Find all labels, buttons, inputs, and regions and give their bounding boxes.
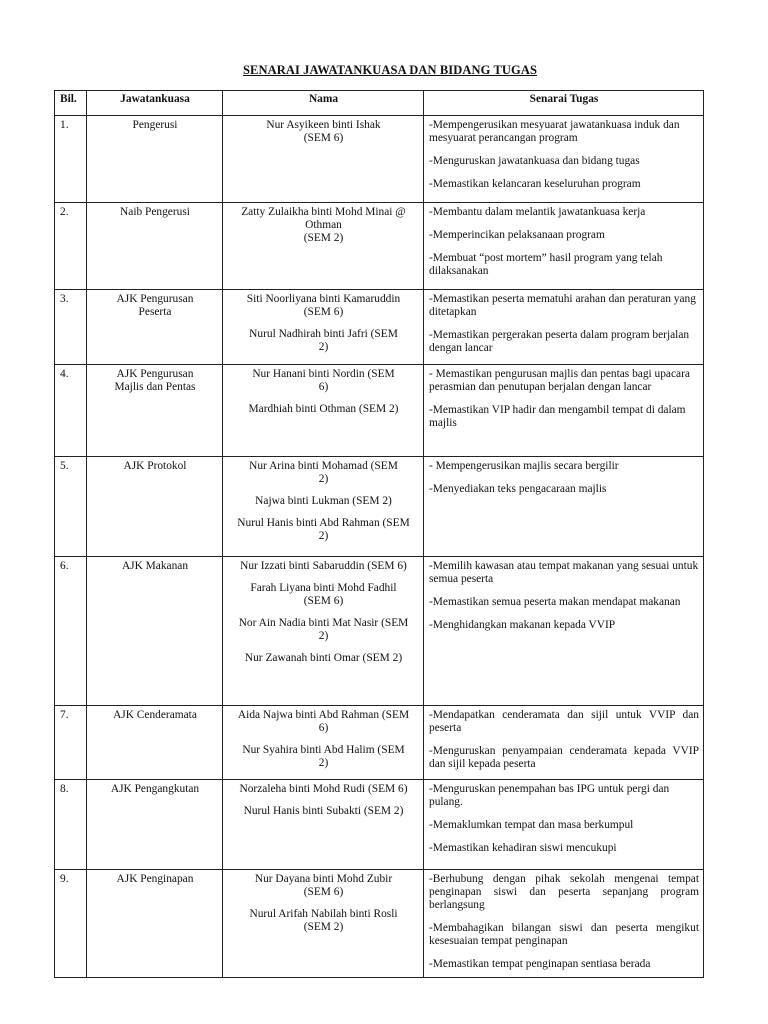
member-name: Nor Ain Nadia binti Mat Nasir (SEM 2) [238,617,409,642]
cell-nama [223,457,424,557]
cell-bil: 8. [55,780,87,870]
cell-jawatankuasa: AJK Makanan [87,557,223,706]
member-name: Nur Izzati binti Sabaruddin (SEM 6) [240,560,407,572]
cell-jawatankuasa: AJK Cenderamata [87,706,223,780]
member-name: Najwa binti Lukman (SEM 2) [255,495,392,507]
cell-nama [223,557,424,706]
member-name: Nur Dayana binti Mohd Zubir (SEM 6) [254,873,393,898]
cell-senarai-tugas [424,870,704,978]
member-name: Zatty Zulaikha binti Mohd Minai @ Othman (SEM 2) [241,206,406,244]
task-item: -Memastikan VIP hadir dan mengambil tempat di dalam majlis [429,404,686,429]
table-header-row [55,91,704,116]
cell-senarai-tugas [424,365,704,457]
task-item: -Memastikan kehadiran siswi mencukupi [429,842,617,854]
member-name: Nur Hanani binti Nordin (SEM 6) [252,368,395,393]
cell-bil: 7. [55,706,87,780]
member-name: Nurul Nadhirah binti Jafri (SEM 2) [249,328,398,353]
cell-senarai-tugas [424,780,704,870]
cell-bil: 5. [55,457,87,557]
task-item: -Mempengerusikan mesyuarat jawatankuasa induk dan mesyuarat perancangan program [429,119,680,144]
cell-nama [223,365,424,457]
cell-jawatankuasa: AJK Penginapan [87,870,223,978]
cell-nama [223,116,424,203]
cell-senarai-tugas [424,203,704,290]
cell-nama [223,706,424,780]
cell-jawatankuasa: AJK Pengangkutan [87,780,223,870]
cell-senarai-tugas [424,457,704,557]
task-item: -Memastikan tempat penginapan sentiasa berada [429,958,651,970]
task-item: -Membantu dalam melantik jawatankuasa kerja [429,206,646,218]
cell-jawatankuasa: AJK Pengurusan Peserta [87,290,223,365]
table-row [55,780,704,870]
cell-bil: 9. [55,870,87,978]
task-item: - Memastikan pengurusan majlis dan pentas bagi upacara perasmian dan penutupan berjalan dengan lancar [429,368,690,393]
table-row [55,870,704,978]
task-item: -Menguruskan penempahan bas IPG untuk pergi dan pulang. [429,783,670,808]
table-row [55,116,704,203]
task-item: -Membuat “post mortem” hasil program yang telah dilaksanakan [429,252,663,277]
task-item: -Mendapatkan cenderamata dan sijil untuk VVIP dan peserta [429,709,699,734]
member-name: Nur Asyikeen binti Ishak (SEM 6) [266,119,381,144]
cell-jawatankuasa: AJK Protokol [87,457,223,557]
task-item: -Memastikan pergerakan peserta dalam program berjalan dengan lancar [429,329,690,354]
member-name: Siti Noorliyana binti Kamaruddin (SEM 6) [246,293,401,318]
table-row [55,365,704,457]
task-item: -Memaklumkan tempat dan masa berkumpul [429,819,634,831]
cell-senarai-tugas [424,290,704,365]
cell-jawatankuasa: Naib Pengerusi [87,203,223,290]
task-item: -Menyediakan teks pengacaraan majlis [429,483,607,495]
cell-jawatankuasa: Pengerusi [87,116,223,203]
member-name: Mardhiah binti Othman (SEM 2) [248,403,399,415]
cell-jawatankuasa: AJK Pengurusan Majlis dan Pentas [87,365,223,457]
cell-senarai-tugas [424,706,704,780]
cell-bil: 1. [55,116,87,203]
table-row [55,457,704,557]
task-item: -Menguruskan jawatankuasa dan bidang tugas [429,155,640,167]
table-row [55,290,704,365]
header-jawatankuasa: Jawatankuasa [87,91,223,116]
cell-nama [223,203,424,290]
cell-bil: 6. [55,557,87,706]
task-item: -Memperincikan pelaksanaan program [429,229,605,241]
header-nama: Nama [223,91,424,116]
task-item: -Membahagikan bilangan siswi dan peserta mengikut kesesuaian tempat penginapan [429,922,699,947]
table-body [55,116,704,978]
cell-senarai-tugas [424,557,704,706]
header-senarai-tugas: Senarai Tugas [424,91,704,116]
member-name: Norzaleha binti Mohd Rudi (SEM 6) [239,783,408,795]
task-item: - Mempengerusikan majlis secara bergilir [429,460,619,472]
member-name: Nur Arina binti Mohamad (SEM 2) [249,460,398,485]
task-item: -Berhubung dengan pihak sekolah mengenai tempat penginapan siswi dan peserta sepanjang program berlangsung [429,873,699,911]
task-item: -Memastikan kelancaran keseluruhan program [429,178,641,190]
table-row [55,203,704,290]
member-name: Nurul Hanis binti Subakti (SEM 2) [243,805,404,817]
task-item: -Menguruskan penyampaian cenderamata kepada VVIP dan sijil kepada peserta [429,745,699,770]
member-name: Nur Zawanah binti Omar (SEM 2) [244,652,403,664]
member-name: Nurul Arifah Nabilah binti Rosli (SEM 2) [249,908,398,933]
header-bil: Bil. [55,91,87,116]
member-name: Nurul Hanis binti Abd Rahman (SEM 2) [237,517,410,542]
task-item: -Memastikan peserta mematuhi arahan dan peraturan yang ditetapkan [429,293,696,318]
cell-bil: 3. [55,290,87,365]
member-name: Nur Syahira binti Abd Halim (SEM 2) [242,744,405,769]
task-item: -Memastikan semua peserta makan mendapat makanan [429,596,681,608]
cell-bil: 4. [55,365,87,457]
table-row [55,557,704,706]
table-row [55,706,704,780]
cell-senarai-tugas [424,116,704,203]
cell-bil: 2. [55,203,87,290]
task-item: -Memilih kawasan atau tempat makanan yang sesuai untuk semua peserta [429,560,699,585]
committee-table [54,90,704,978]
document-title: SENARAI JAWATANKUASA DAN BIDANG TUGAS [242,63,538,77]
member-name: Aida Najwa binti Abd Rahman (SEM 6) [237,709,410,734]
task-item: -Menghidangkan makanan kepada VVIP [429,619,616,631]
cell-nama [223,290,424,365]
cell-nama [223,780,424,870]
cell-nama [223,870,424,978]
member-name: Farah Liyana binti Mohd Fadhil (SEM 6) [250,582,397,607]
